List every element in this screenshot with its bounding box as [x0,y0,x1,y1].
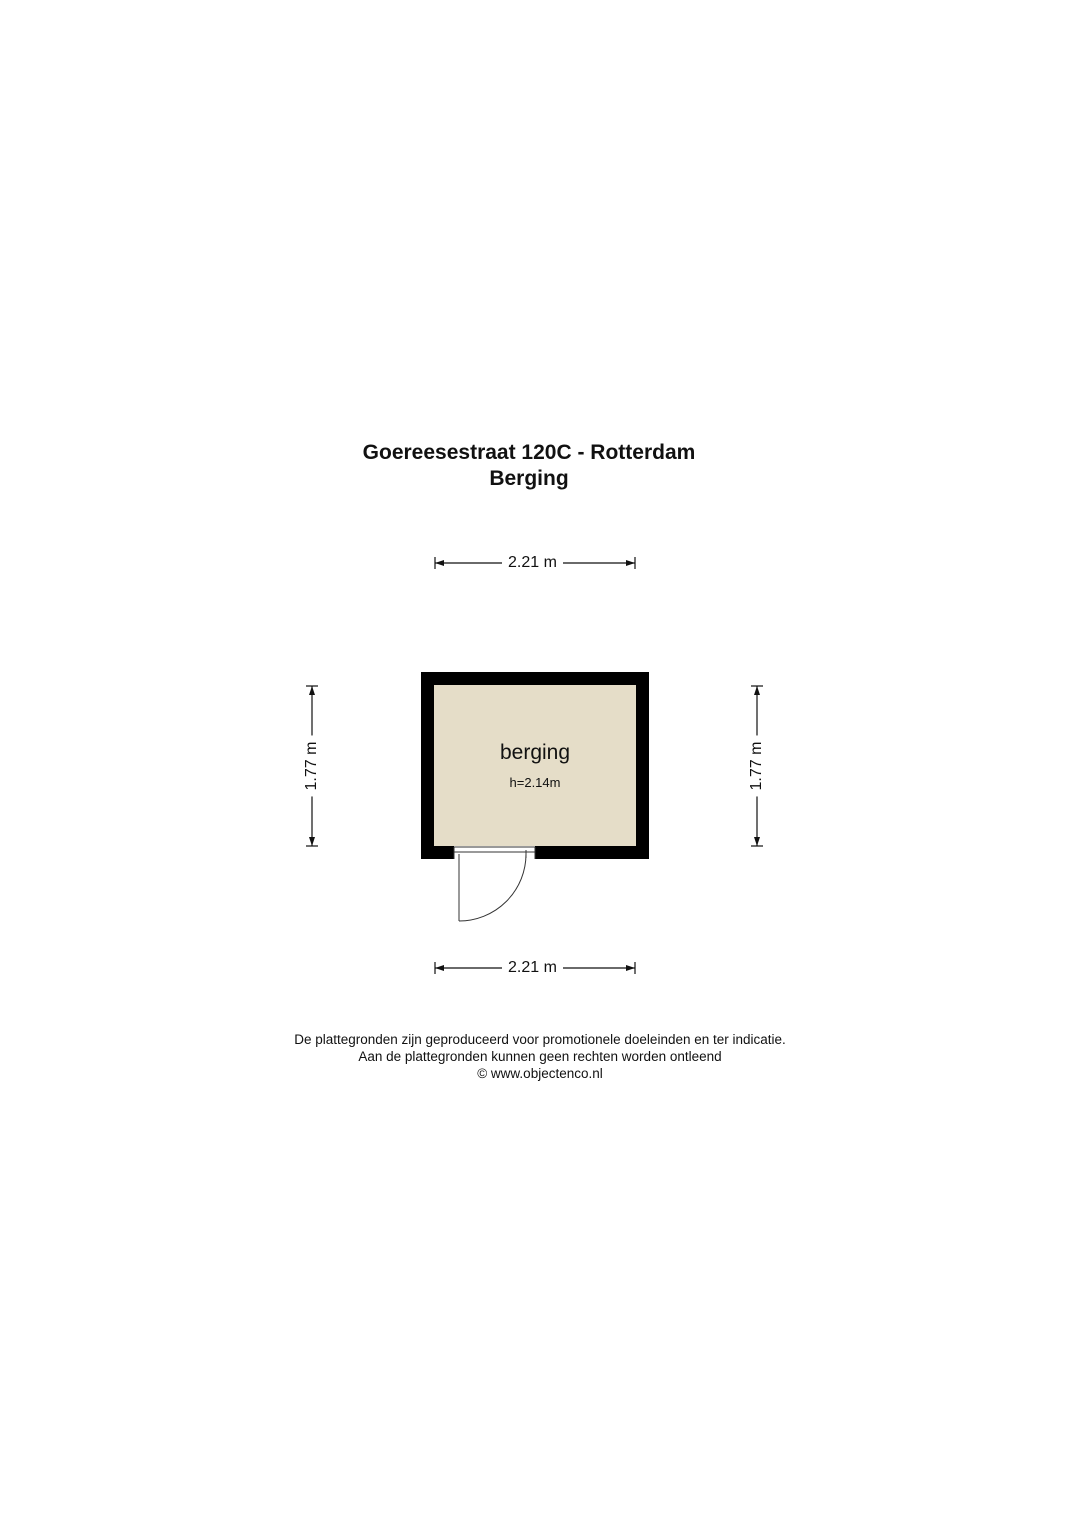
disclaimer-line-2: Aan de plattegronden kunnen geen rechten worden ontleend [358,1049,722,1064]
bottom-width-label: 2.21 m [502,959,563,977]
disclaimer-line-1: De plattegronden zijn geproduceerd voor promotionele doeleinden en ter indicatie. [294,1032,786,1047]
top-width-label: 2.21 m [502,554,563,572]
plan-title: Goereesestraat 120C - Rotterdam [362,441,696,464]
copyright-line: © www.objectenco.nl [477,1066,603,1081]
door-swing [459,850,526,921]
plan-subtitle: Berging [489,467,569,490]
room-height-label: h=2.14m [509,775,561,790]
left-depth-label: 1.77 m [303,736,321,797]
right-depth-label: 1.77 m [748,736,766,797]
room-label: berging [499,741,571,764]
